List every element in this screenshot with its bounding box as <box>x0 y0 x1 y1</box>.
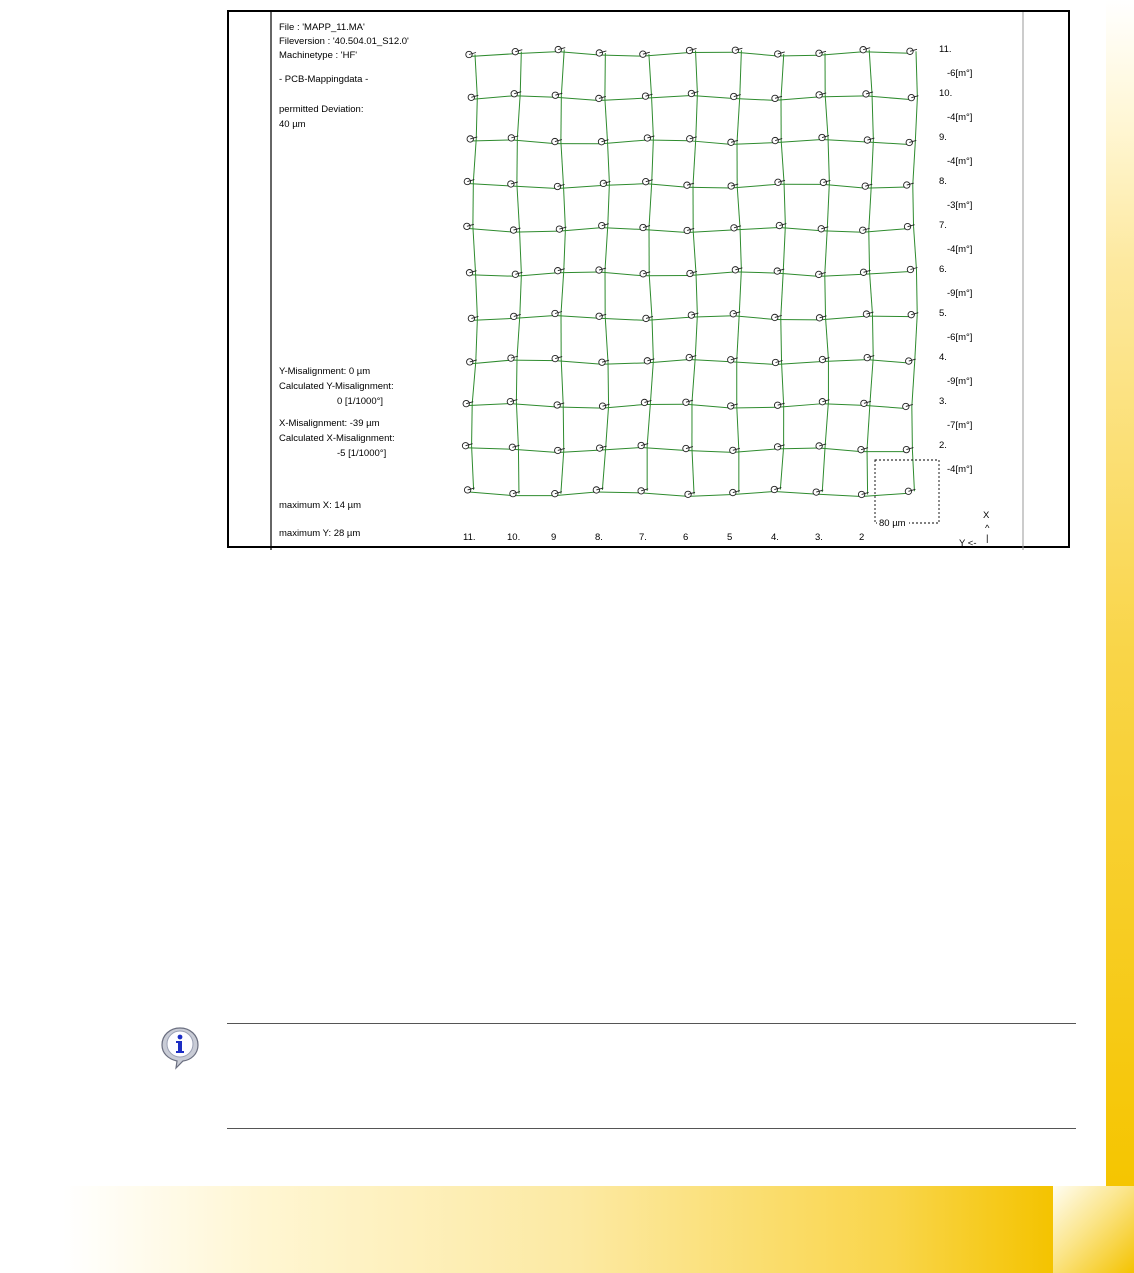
right-decorative-band <box>1106 0 1134 1186</box>
grid-v-line <box>740 228 741 270</box>
grid-h-line <box>819 96 866 97</box>
grid-v-line <box>561 50 564 96</box>
grid-v-line <box>473 226 476 272</box>
grid-point <box>552 490 558 496</box>
grid-h-line <box>466 404 510 406</box>
note-top-rule <box>227 1023 1076 1024</box>
grid-v-line <box>472 446 474 490</box>
calc-x-value: -5 [1/1000°] <box>337 448 387 459</box>
grid-h-line <box>822 360 867 362</box>
grid-point <box>555 46 561 52</box>
machinetype-line: Machinetype : 'HF' <box>279 50 358 61</box>
grid-v-line <box>912 450 914 492</box>
max-x: maximum X: 14 µm <box>279 500 362 511</box>
note-bottom-rule <box>227 1128 1076 1129</box>
grid-v-line <box>912 361 915 406</box>
grid-h-line <box>686 404 731 408</box>
grid-point <box>464 223 470 229</box>
fileversion-line: Fileversion : '40.504.01_S12.0' <box>279 36 409 47</box>
column-label: 8. <box>595 532 603 543</box>
grid-point <box>687 136 693 142</box>
axis-bar: | <box>986 533 989 544</box>
grid-h-line <box>555 361 602 365</box>
grid-point <box>512 271 518 277</box>
x-misalignment: X-Misalignment: -39 µm <box>279 418 380 429</box>
grid-v-line <box>869 230 870 272</box>
grid-v-line <box>867 403 870 449</box>
grid-point <box>644 358 650 364</box>
grid-point <box>640 271 646 277</box>
grid-h-line <box>602 140 648 144</box>
grid-v-line <box>520 230 522 274</box>
pcb-mapping-figure <box>227 10 1070 548</box>
grid-point <box>688 312 694 318</box>
grid-v-line <box>914 227 917 270</box>
grid-v-line <box>871 140 873 186</box>
grid-h-line <box>866 96 911 100</box>
grid-v-line <box>872 94 873 140</box>
grid-h-line <box>510 404 557 407</box>
grid-h-line <box>819 274 864 276</box>
grid-point <box>508 135 514 141</box>
row-label: 9. <box>939 132 947 143</box>
grid-v-line <box>869 50 872 94</box>
grid-point <box>730 447 736 453</box>
grid-point <box>462 443 468 449</box>
grid-h-line <box>687 230 734 233</box>
grid-h-line <box>602 363 647 364</box>
grid-point <box>728 139 734 145</box>
row-angle: -7[m°] <box>947 420 973 431</box>
calc-y-value: 0 [1/1000°] <box>337 396 384 407</box>
grid-h-line <box>599 55 643 56</box>
grid-point <box>599 222 605 228</box>
grid-v-line <box>647 402 650 445</box>
grid-v-line <box>781 317 782 362</box>
grid-point <box>596 95 602 101</box>
grid-v-line <box>692 449 694 495</box>
grid-v-line <box>605 316 608 362</box>
grid-h-line <box>731 143 775 145</box>
grid-point <box>732 47 738 53</box>
grid-v-line <box>826 318 829 360</box>
grid-v-line <box>473 139 476 182</box>
grid-h-line <box>778 404 823 408</box>
grid-v-line <box>739 270 741 314</box>
grid-v-line <box>828 138 829 183</box>
grid-h-line <box>822 140 867 143</box>
grid-point <box>684 182 690 188</box>
grid-point <box>908 94 914 100</box>
grid-h-line <box>820 316 867 320</box>
grid-h-line <box>466 448 513 450</box>
grid-h-line <box>816 494 861 496</box>
grid-v-line <box>608 183 610 225</box>
deviation-label: permitted Deviation: <box>279 104 364 115</box>
grid-v-line <box>825 95 828 138</box>
grid-v-line <box>740 50 742 96</box>
grid-point <box>599 359 605 365</box>
grid-h-line <box>469 54 515 57</box>
grid-h-line <box>468 492 513 496</box>
grid-v-line <box>737 97 740 143</box>
grid-v-line <box>516 358 517 401</box>
grid-v-line <box>561 271 564 314</box>
grid-v-line <box>696 94 698 139</box>
grid-point <box>552 92 558 98</box>
section-title: - PCB-Mappingdata - <box>279 74 369 85</box>
corner-decorative-box <box>1053 1186 1134 1273</box>
grid-point <box>638 488 644 494</box>
grid-h-line <box>599 318 646 320</box>
file-line: File : 'MAPP_11.MA' <box>279 22 365 33</box>
grid-h-line <box>596 492 641 493</box>
grid-h-line <box>555 97 599 100</box>
row-label: 2. <box>939 440 947 451</box>
grid-v-line <box>780 447 783 490</box>
grid-v-line <box>650 361 653 403</box>
grid-point <box>507 398 513 404</box>
grid-v-line <box>652 318 653 360</box>
grid-v-line <box>916 51 917 97</box>
grid-point <box>596 313 602 319</box>
grid-h-line <box>863 229 908 233</box>
grid-h-line <box>733 449 778 453</box>
grid-v-line <box>476 318 478 361</box>
axis-arrow-up: ^ <box>985 523 990 534</box>
grid-h-line <box>641 493 688 497</box>
grid-v-line <box>781 141 784 183</box>
grid-h-line <box>646 317 691 320</box>
row-label: 3. <box>939 396 947 407</box>
grid-v-line <box>737 406 739 450</box>
grid-h-line <box>775 140 822 143</box>
grid-v-line <box>606 406 609 448</box>
grid-h-line <box>688 495 733 497</box>
grid-v-line <box>516 402 518 448</box>
row-label: 11. <box>939 44 952 55</box>
grid-h-line <box>511 186 558 189</box>
grid-point <box>731 225 737 231</box>
grid-h-line <box>774 492 816 495</box>
grid-v-line <box>561 450 564 493</box>
row-angle: -6[m°] <box>947 332 973 343</box>
column-label: 7. <box>639 532 647 543</box>
column-label: 11. <box>463 532 476 543</box>
grid-point <box>599 403 605 409</box>
grid-h-line <box>599 98 646 100</box>
grid-point <box>468 315 474 321</box>
grid-v-line <box>602 448 605 490</box>
column-labels <box>463 532 864 543</box>
row-labels <box>939 44 972 475</box>
grid-point <box>555 268 561 274</box>
grid-h-line <box>734 228 779 230</box>
row-angle: -9[m°] <box>947 376 973 387</box>
grid-point <box>907 266 913 272</box>
grid-h-line <box>558 185 604 188</box>
grid-h-line <box>731 407 778 408</box>
grid-v-line <box>520 274 522 316</box>
grid-v-line <box>605 98 608 141</box>
grid-v-line <box>825 274 826 317</box>
column-label: 9 <box>551 532 557 543</box>
y-misalignment: Y-Misalignment: 0 µm <box>279 366 371 377</box>
grid-point <box>511 313 517 319</box>
grid-v-line <box>781 271 783 317</box>
grid-h-line <box>643 52 690 56</box>
grid-point <box>643 178 649 184</box>
grid-h-line <box>467 228 514 232</box>
pcb-mapping-svg <box>229 12 1072 550</box>
row-angle: -3[m°] <box>947 200 973 211</box>
grid-v-line <box>913 142 915 185</box>
grid-v-line <box>649 274 652 319</box>
column-label: 6 <box>683 532 689 543</box>
grid-v-line <box>608 142 610 184</box>
axis-y-label: Y <- <box>959 538 977 549</box>
grid-point <box>463 400 469 406</box>
grid-h-line <box>599 272 643 276</box>
grid-h-line <box>511 140 555 144</box>
bottom-decorative-band <box>0 1186 1053 1273</box>
grid-v-line <box>517 316 520 358</box>
grid-v-line <box>737 314 739 360</box>
grid-v-line <box>692 358 695 403</box>
grid-v-line <box>915 315 917 361</box>
grid-v-line <box>520 52 521 94</box>
grid-v-line <box>912 406 913 449</box>
grid-point <box>684 227 690 233</box>
grid-v-line <box>696 273 697 315</box>
row-angle: -4[m°] <box>947 244 973 255</box>
row-angle: -4[m°] <box>947 464 973 475</box>
grid-v-line <box>693 139 696 185</box>
grid-point <box>687 270 693 276</box>
grid-v-line <box>916 270 917 315</box>
grid-v-line <box>476 97 477 139</box>
grid-v-line <box>605 226 608 270</box>
row-label: 4. <box>939 352 947 363</box>
grid-point <box>511 91 517 97</box>
row-angle: -4[m°] <box>947 112 973 123</box>
grid-h-line <box>467 184 511 186</box>
grid-v-line <box>561 142 564 187</box>
grid-v-line <box>737 186 740 228</box>
grid-point <box>552 310 558 316</box>
grid-point <box>640 224 646 230</box>
grid-v-line <box>652 138 654 182</box>
grid-v-line <box>783 226 785 272</box>
column-label: 5 <box>727 532 733 543</box>
grid-h-line <box>866 316 911 317</box>
calc-x-label: Calculated X-Misalignment: <box>279 433 395 444</box>
grid-point <box>508 355 514 361</box>
row-angle: -6[m°] <box>947 68 973 79</box>
grid-h-line <box>557 407 602 408</box>
calc-y-label: Calculated Y-Misalignment: <box>279 381 394 392</box>
grid-v-line <box>608 362 609 406</box>
grid-point <box>596 445 602 451</box>
grid-v-line <box>872 314 873 358</box>
grid-point <box>600 180 606 186</box>
grid-v-line <box>696 50 698 93</box>
grid-point <box>643 315 649 321</box>
grid-h-line <box>512 449 557 452</box>
grid-h-line <box>555 316 599 319</box>
grid-point <box>728 183 734 189</box>
row-label: 7. <box>939 220 947 231</box>
grid-v-line <box>870 358 873 404</box>
grid-point <box>774 268 780 274</box>
grid-v-line <box>476 273 478 319</box>
grid-h-line <box>514 231 560 232</box>
grid-h-line <box>731 362 776 365</box>
row-angle: -9[m°] <box>947 288 973 299</box>
grid-point <box>644 135 650 141</box>
grid-point <box>596 267 602 273</box>
grid-v-line <box>827 182 829 228</box>
grid-v-line <box>782 362 784 405</box>
grid-h-line <box>687 187 731 188</box>
column-label: 2 <box>859 532 865 543</box>
grid-v-line <box>518 447 519 493</box>
deviation-value: 40 µm <box>279 119 306 130</box>
grid-point <box>467 136 473 142</box>
grid-v-line <box>649 182 652 228</box>
grid-h-line <box>775 97 819 100</box>
grid-point <box>732 267 738 273</box>
grid-h-line <box>643 230 687 233</box>
scale-label: 80 µm <box>879 518 906 529</box>
grid-h-line <box>864 272 911 275</box>
grid-h-line <box>819 52 863 56</box>
info-icon <box>160 1026 200 1070</box>
grid-points <box>462 46 918 497</box>
grid-v-line <box>517 94 520 138</box>
grid-h-line <box>862 493 909 496</box>
grid-point <box>731 93 737 99</box>
grid-h-line <box>863 52 910 54</box>
grid-v-line <box>822 446 825 492</box>
grid-h-line <box>731 184 778 188</box>
grid-v-line <box>695 315 697 357</box>
grid-h-line <box>641 448 686 451</box>
grid-v-line <box>913 185 914 227</box>
grid-v-line <box>825 402 828 446</box>
column-label: 10. <box>507 532 521 543</box>
row-label: 6. <box>939 264 947 275</box>
grid-v-line <box>915 98 917 143</box>
grid-v-line <box>563 405 564 450</box>
grid-v-line <box>869 186 871 230</box>
grid-point <box>688 90 694 96</box>
grid-h-line <box>686 451 733 453</box>
axis-x-label: X <box>983 510 990 521</box>
grid-v-line <box>825 229 827 275</box>
grid-v-line <box>564 186 566 229</box>
row-angle: -4[m°] <box>947 156 973 167</box>
grid-point <box>728 357 734 363</box>
grid-v-line <box>475 55 477 98</box>
grid-point <box>552 355 558 361</box>
grid-v-line <box>867 450 868 495</box>
grid-v-line <box>649 54 652 96</box>
grid-v-line <box>781 54 784 98</box>
grid-v-line <box>652 96 654 138</box>
grid-point <box>863 91 869 97</box>
grid-h-line <box>776 362 823 365</box>
grid-v-line <box>870 272 873 314</box>
grid-point <box>556 226 562 232</box>
grid-v-line <box>472 404 473 446</box>
row-label: 8. <box>939 176 947 187</box>
grid-v-line <box>517 184 520 230</box>
grid-v-line <box>564 229 566 271</box>
grid-h-line <box>690 272 735 276</box>
column-label: 3. <box>815 532 823 543</box>
row-label: 10. <box>939 88 953 99</box>
grid-v-line <box>561 359 563 405</box>
max-y: maximum Y: 28 µm <box>279 528 361 539</box>
grid-v-line <box>472 362 476 404</box>
row-label: 5. <box>939 308 947 319</box>
grid-v-line <box>784 182 785 225</box>
grid-point <box>512 48 518 54</box>
grid-v-line <box>693 230 696 273</box>
grid-h-line <box>470 275 516 277</box>
column-label: 4. <box>771 532 779 543</box>
grid-h-line <box>646 96 692 99</box>
grid-point <box>554 402 560 408</box>
grid-point <box>683 445 689 451</box>
